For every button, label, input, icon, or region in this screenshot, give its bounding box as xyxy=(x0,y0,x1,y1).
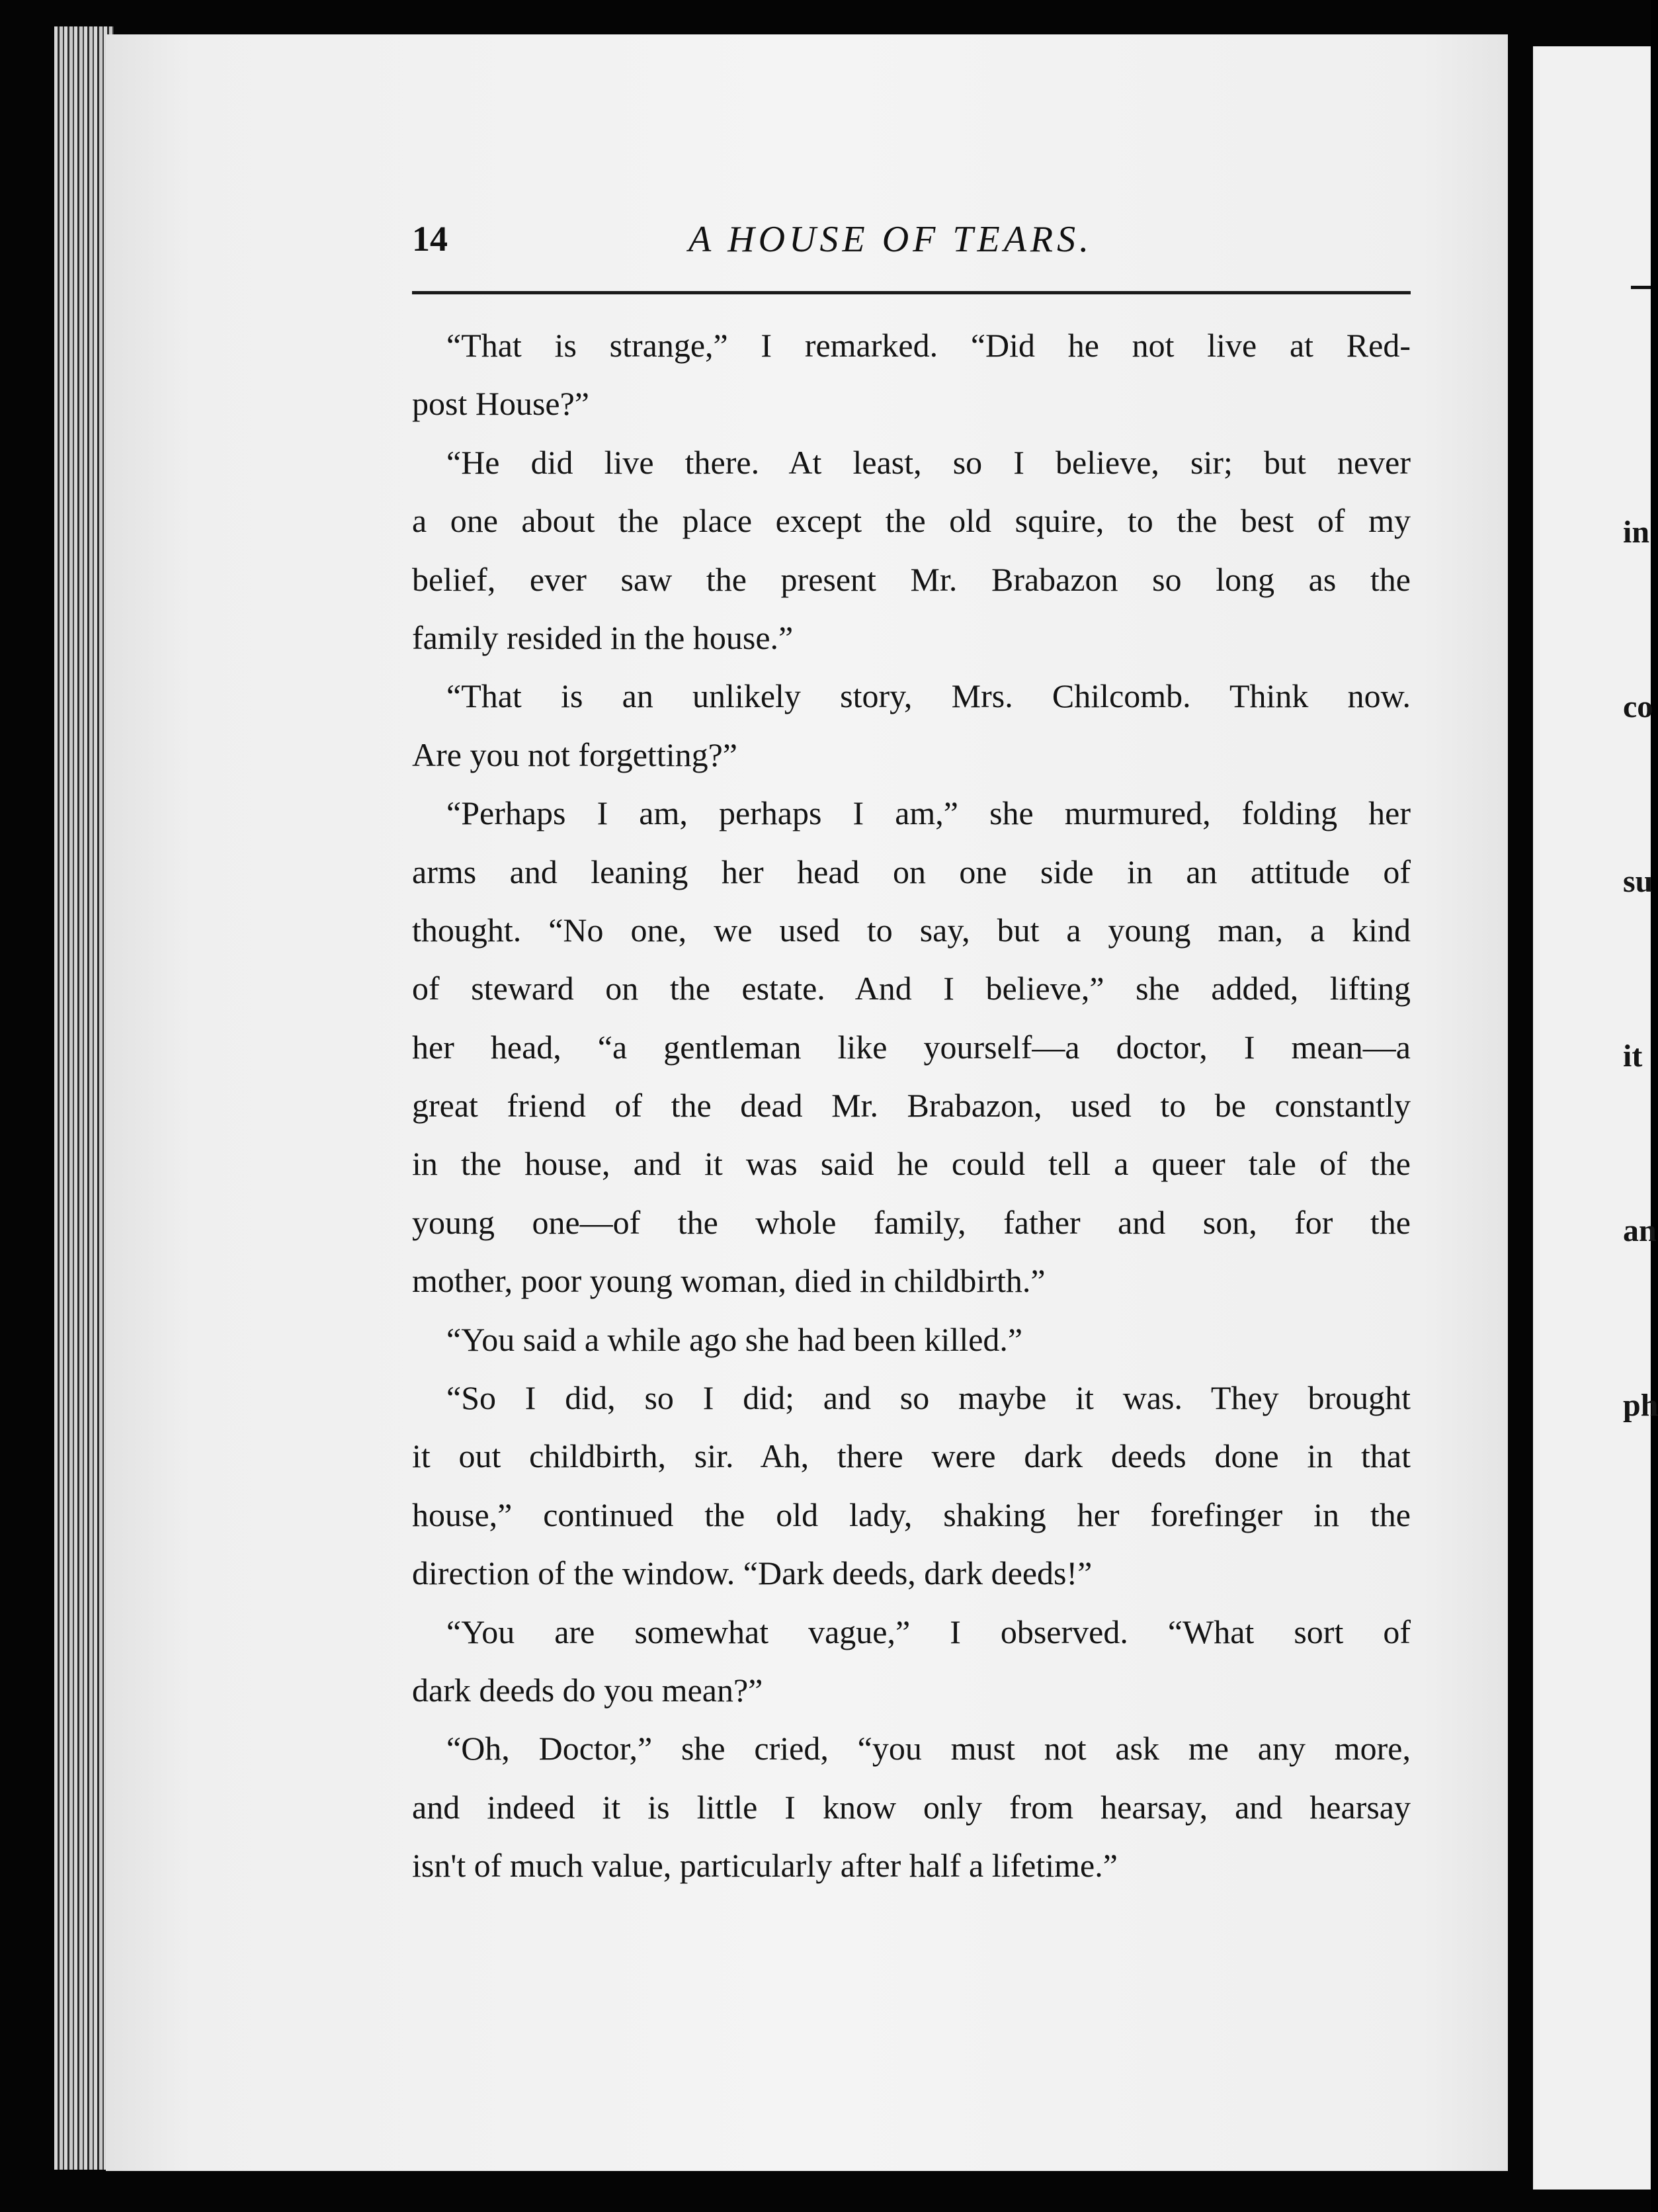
facing-page-text xyxy=(1623,387,1658,1551)
text-line: mother, poor young woman, died in childbirth.” xyxy=(412,1262,1046,1300)
running-title: A HOUSE OF TEARS. xyxy=(688,219,1093,260)
page-number: 14 xyxy=(412,219,448,259)
text-line: isn't of much value, particularly after half a lifetime.” xyxy=(412,1847,1118,1885)
text-line: “That is an unlikely story, Mrs. Chilcomb. Think now. xyxy=(446,677,1411,715)
facing-fragment: co xyxy=(1623,689,1653,724)
text-line: arms and leaning her head on one side in an attitude of xyxy=(412,853,1411,890)
facing-fragment: ph xyxy=(1623,1388,1658,1423)
text-line: of steward on the estate. And I believe,” she added, lifting xyxy=(412,970,1411,1007)
text-line: her head, “a gentleman like yourself—a doctor, I mean—a xyxy=(412,1028,1411,1066)
text-line: “You are somewhat vague,” I observed. “What sort of xyxy=(446,1613,1411,1650)
body-text xyxy=(412,316,1411,1895)
text-line: “Oh, Doctor,” she cried, “you must not ask me any more, xyxy=(446,1730,1411,1767)
text-line: “So I did, so I did; and so maybe it was. They brought xyxy=(446,1379,1411,1417)
text-line: and indeed it is little I know only from hearsay, and hearsay xyxy=(412,1788,1411,1826)
text-line: dark deeds do you mean?” xyxy=(412,1671,763,1709)
text-line: a one about the place except the old squire, to the best of my xyxy=(412,502,1411,540)
facing-fragment: it xyxy=(1623,1039,1643,1074)
running-head xyxy=(412,218,1411,271)
text-line: family resided in the house.” xyxy=(412,618,794,656)
text-line: house,” continued the old lady, shaking her forefinger in the xyxy=(412,1496,1411,1533)
text-line: in the house, and it was said he could tell a queer tale of the xyxy=(412,1145,1411,1183)
text-line: “That is strange,” I remarked. “Did he not live at Red- xyxy=(446,327,1411,364)
book-page-edges xyxy=(54,26,114,2170)
facing-fragment: in xyxy=(1623,515,1650,550)
text-line: “He did live there. At least, so I believe, sir; but never xyxy=(446,443,1411,481)
text-line: Are you not forgetting?” xyxy=(412,736,737,773)
text-line: thought. “No one, we used to say, but a young man, a kind xyxy=(412,911,1411,949)
text-line: young one—of the whole family, father and son, for the xyxy=(412,1203,1411,1241)
text-line: direction of the window. “Dark deeds, dark deeds!” xyxy=(412,1554,1093,1592)
text-line: great friend of the dead Mr. Brabazon, used to be constantly xyxy=(412,1087,1411,1125)
text-line: “You said a while ago she had been killed.” xyxy=(446,1320,1023,1358)
text-line: post House?” xyxy=(412,385,589,423)
text-line: it out childbirth, sir. Ah, there were dark deeds done in that xyxy=(412,1437,1411,1475)
text-line: belief, ever saw the present Mr. Brabazon so long as the xyxy=(412,560,1411,598)
text-line: “Perhaps I am, perhaps I am,” she murmured, folding her xyxy=(446,794,1411,832)
facing-page xyxy=(1533,46,1658,2190)
facing-page-rule xyxy=(1631,286,1651,289)
facing-fragment: su xyxy=(1623,864,1653,899)
header-rule xyxy=(412,291,1411,294)
facing-fragment: an xyxy=(1623,1213,1657,1248)
